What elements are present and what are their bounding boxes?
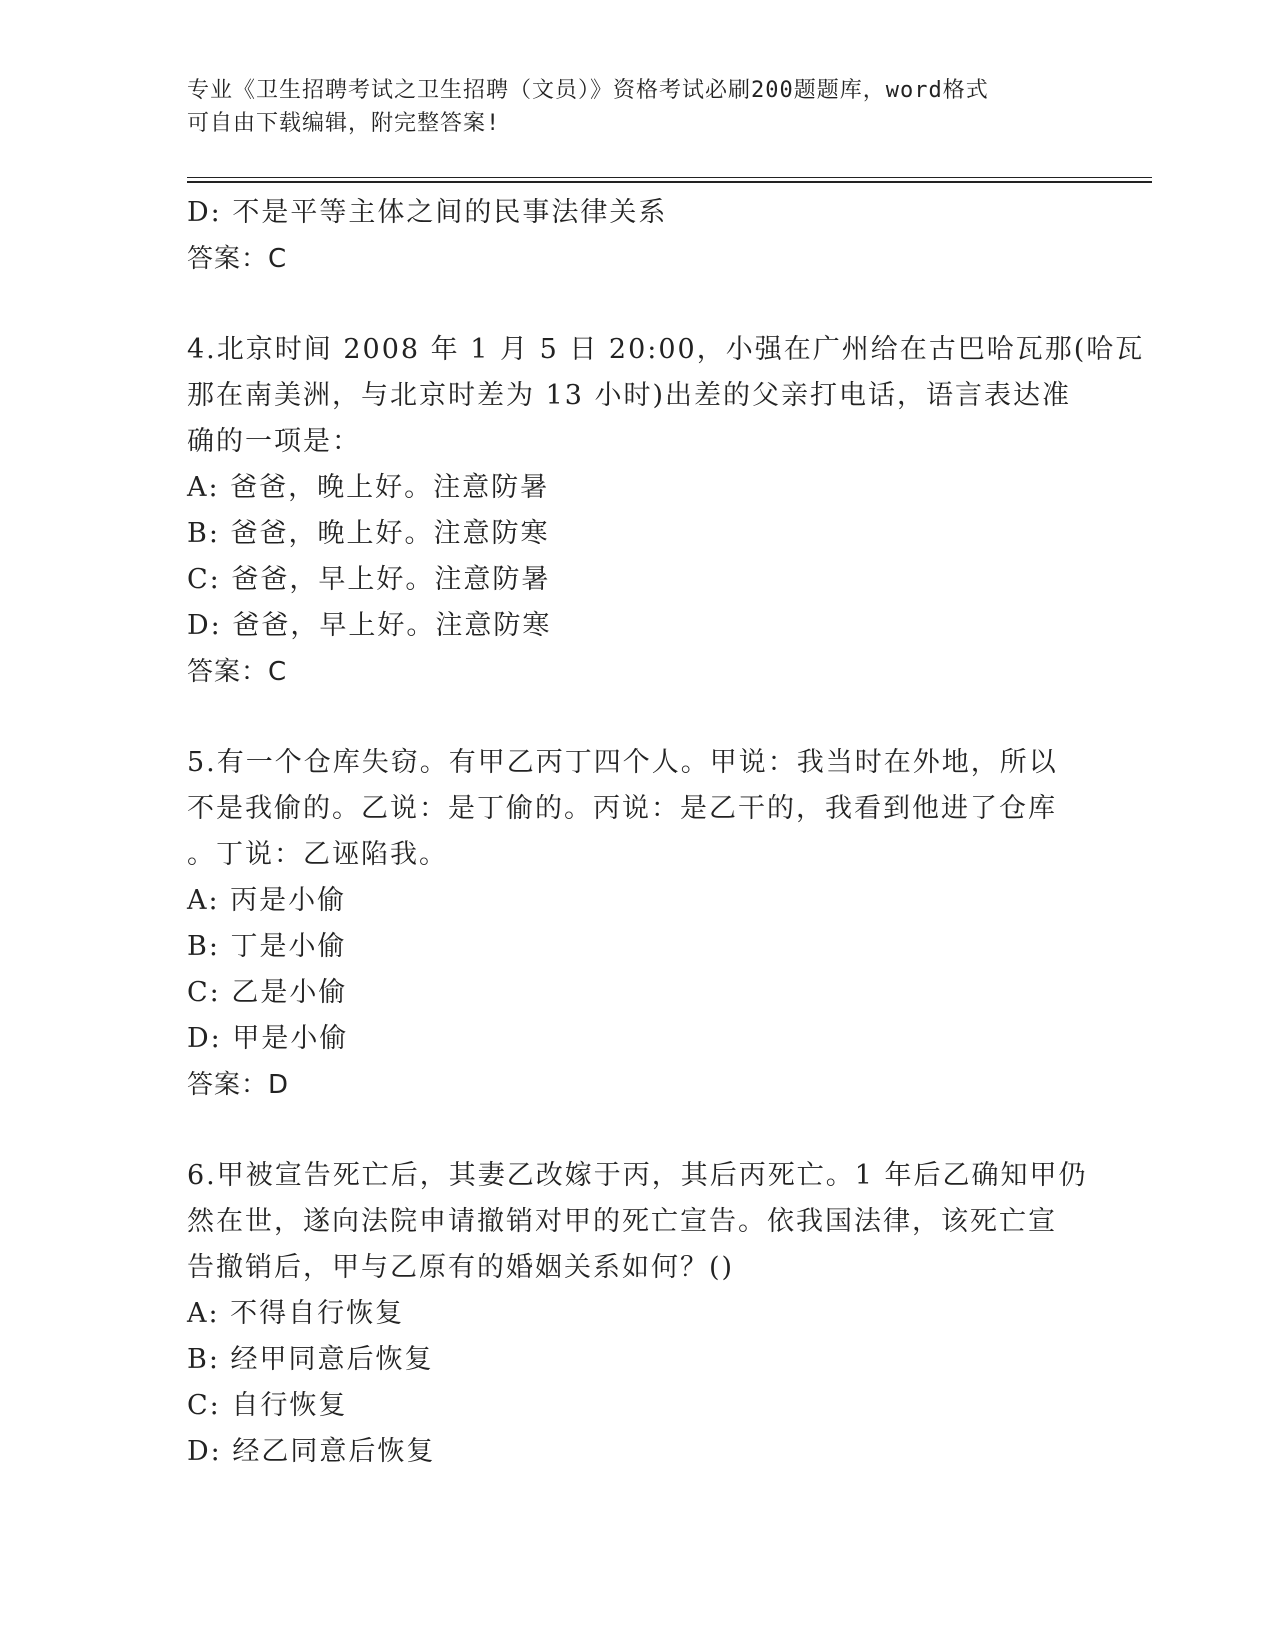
question-4-answer: 答案：C bbox=[187, 657, 288, 687]
question-6 bbox=[187, 1153, 1087, 1475]
document-header bbox=[187, 74, 1087, 140]
question-6-option-b: B: 经甲同意后恢复 bbox=[187, 1344, 434, 1375]
question-6-stem-line: 告撤销后，甲与乙原有的婚姻关系如何？() bbox=[187, 1252, 735, 1283]
header-line-1: 专业《卫生招聘考试之卫生招聘（文员）》资格考试必刷200题题库，word格式 bbox=[187, 78, 989, 103]
question-4-stem-line: 确的一项是： bbox=[187, 426, 361, 457]
question-5-answer: 答案：D bbox=[187, 1070, 290, 1100]
question-4-stem-line: 4.北京时间 2008 年 1 月 5 日 20:00，小强在广州给在古巴哈瓦那(哈瓦 bbox=[187, 334, 1145, 365]
question-5-option-d: D: 甲是小偷 bbox=[187, 1023, 349, 1054]
document-body bbox=[187, 190, 1145, 1475]
header-line-2: 可自由下载编辑，附完整答案! bbox=[187, 111, 501, 136]
question-5-stem-line: 不是我偷的。乙说：是丁偷的。丙说：是乙干的，我看到他进了仓库 bbox=[187, 793, 1057, 824]
question-4-option-d: D: 爸爸，早上好。注意防寒 bbox=[187, 610, 552, 641]
question-4-stem-line: 那在南美洲，与北京时差为 13 小时)出差的父亲打电话，语言表达准 bbox=[187, 380, 1072, 411]
question-6-option-c: C: 自行恢复 bbox=[187, 1390, 348, 1421]
question-4-option-c: C: 爸爸，早上好。注意防暑 bbox=[187, 564, 551, 595]
question-6-option-d: D: 经乙同意后恢复 bbox=[187, 1436, 436, 1467]
question-5 bbox=[187, 740, 1087, 1108]
header-divider-thick bbox=[187, 181, 1152, 183]
question-6-option-a: A: 不得自行恢复 bbox=[187, 1298, 405, 1329]
question-5-stem-line: 5.有一个仓库失窃。有甲乙丙丁四个人。甲说：我当时在外地，所以 bbox=[187, 747, 1058, 778]
header-divider-thin bbox=[187, 177, 1152, 178]
question-3-answer: 答案：C bbox=[187, 244, 288, 274]
question-6-stem-line: 6.甲被宣告死亡后，其妻乙改嫁于丙，其后丙死亡。1 年后乙确知甲仍 bbox=[187, 1160, 1088, 1191]
question-4-option-b: B: 爸爸，晚上好。注意防寒 bbox=[187, 518, 550, 549]
question-6-stem-line: 然在世，遂向法院申请撤销对甲的死亡宣告。依我国法律，该死亡宣 bbox=[187, 1206, 1057, 1237]
question-4-option-a: A: 爸爸，晚上好。注意防暑 bbox=[187, 472, 550, 503]
question-5-option-a: A: 丙是小偷 bbox=[187, 885, 347, 916]
question-5-stem-line: 。丁说：乙诬陷我。 bbox=[187, 839, 448, 870]
question-3-option-d: D: 不是平等主体之间的民事法律关系 bbox=[187, 197, 668, 228]
question-5-option-b: B: 丁是小偷 bbox=[187, 931, 347, 962]
question-5-option-c: C: 乙是小偷 bbox=[187, 977, 348, 1008]
question-4 bbox=[187, 327, 1145, 695]
